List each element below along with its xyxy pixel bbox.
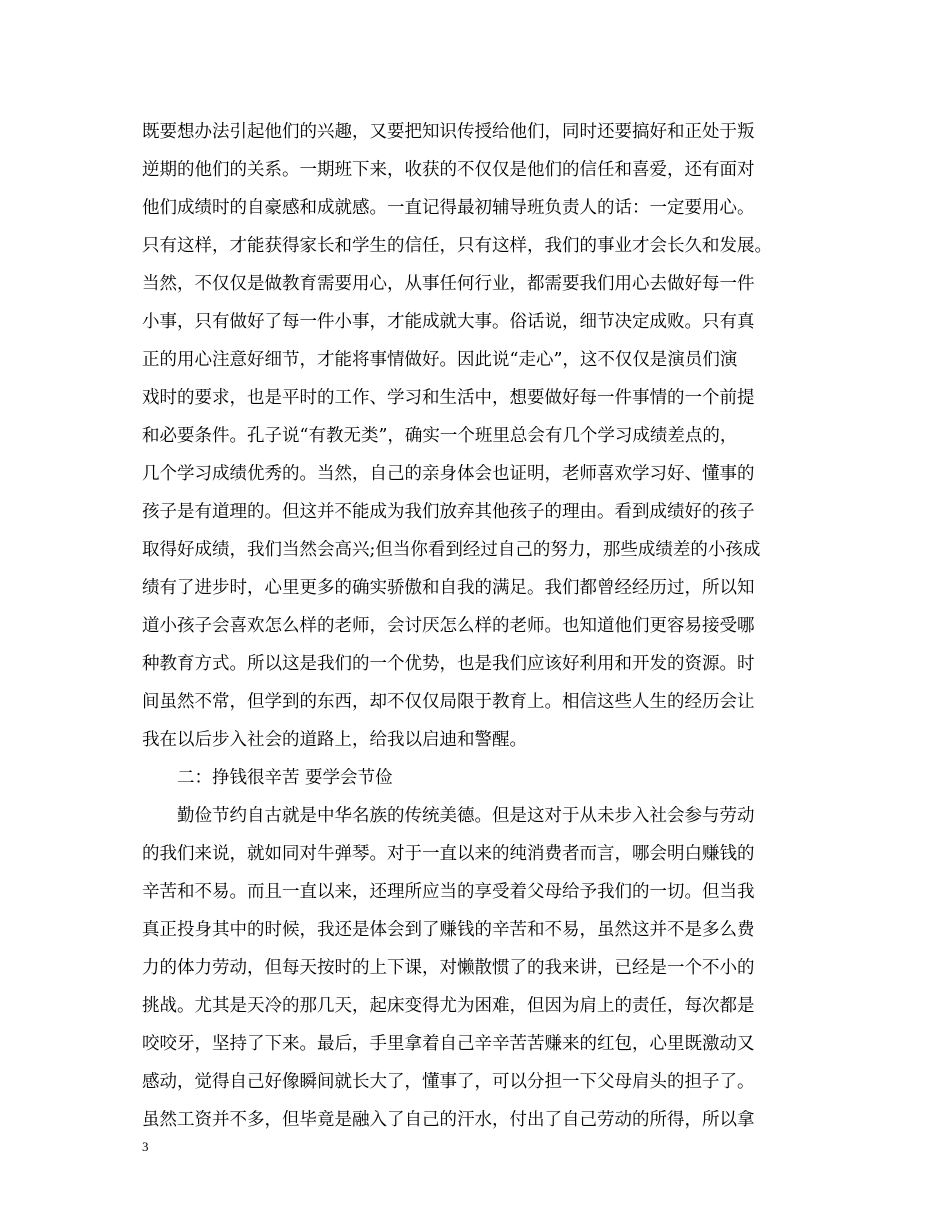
text-line: 挑战。尤其是天冷的那几天，起床变得尤为困难，但因为肩上的责任，每次都是 — [142, 996, 755, 1016]
text-line: 孩子是有道理的。但这并不能成为我们放弃其他孩子的理由。看到成绩好的孩子 — [142, 502, 755, 522]
page-number: 3 — [142, 1139, 149, 1154]
text-line: 种教育方式。所以这是我们的一个优势，也是我们应该好利用和开发的资源。时 — [142, 654, 755, 674]
text-line: 逆期的他们的关系。一期班下来，收获的不仅仅是他们的信任和喜爱，还有面对 — [142, 160, 755, 180]
text-line: 道小孩子会喜欢怎么样的老师，会讨厌怎么样的老师。也知道他们更容易接受哪 — [142, 616, 755, 636]
text-line: 戏时的要求，也是平时的工作、学习和生活中，想要做好每一件事情的一个前提 — [142, 388, 755, 408]
text-line: 绩有了进步时，心里更多的确实骄傲和自我的满足。我们都曾经经历过，所以知 — [142, 578, 755, 598]
text-line: 正的用心注意好细节，才能将事情做好。因此说“走心”，这不仅仅是演员们演 — [142, 350, 738, 370]
text-line: 取得好成绩，我们当然会高兴;但当你看到经过自己的努力，那些成绩差的小孩成 — [142, 540, 761, 560]
text-line: 几个学习成绩优秀的。当然，自己的亲身体会也证明，老师喜欢学习好、懂事的 — [142, 464, 755, 484]
text-line: 二：挣钱很辛苦 要学会节俭 — [177, 768, 393, 788]
text-line: 只有这样，才能获得家长和学生的信任，只有这样，我们的事业才会长久和发展。 — [142, 236, 772, 256]
text-line: 间虽然不常，但学到的东西，却不仅仅局限于教育上。相信这些人生的经历会让 — [142, 692, 755, 712]
text-line: 虽然工资并不多，但毕竟是融入了自己的汗水，付出了自己劳动的所得，所以拿 — [142, 1110, 755, 1130]
text-line: 他们成绩时的自豪感和成就感。一直记得最初辅导班负责人的话：一定要用心。 — [142, 198, 755, 218]
text-line: 感动，觉得自己好像瞬间就长大了，懂事了，可以分担一下父母肩头的担子了。 — [142, 1072, 755, 1092]
text-line: 和必要条件。孔子说“有教无类”，确实一个班里总会有几个学习成绩差点的， — [142, 426, 738, 446]
text-line: 真正投身其中的时候，我还是体会到了赚钱的辛苦和不易，虽然这并不是多么费 — [142, 920, 755, 940]
text-line: 力的体力劳动，但每天按时的上下课，对懒散惯了的我来讲，已经是一个不小的 — [142, 958, 755, 978]
text-line: 的我们来说，就如同对牛弹琴。对于一直以来的纯消费者而言，哪会明白赚钱的 — [142, 844, 755, 864]
text-line: 既要想办法引起他们的兴趣，又要把知识传授给他们，同时还要搞好和正处于叛 — [142, 122, 755, 142]
text-line: 小事，只有做好了每一件小事，才能成就大事。俗话说，细节决定成败。只有真 — [142, 312, 755, 332]
text-line: 当然，不仅仅是做教育需要用心，从事任何行业，都需要我们用心去做好每一件 — [142, 274, 755, 294]
body-text — [142, 113, 822, 1139]
text-line: 咬咬牙，坚持了下来。最后，手里拿着自己辛辛苦苦赚来的红包，心里既激动又 — [142, 1034, 755, 1054]
text-line: 辛苦和不易。而且一直以来，还理所应当的享受着父母给予我们的一切。但当我 — [142, 882, 755, 902]
text-line: 勤俭节约自古就是中华名族的传统美德。但是这对于从未步入社会参与劳动 — [177, 806, 755, 826]
text-line: 我在以后步入社会的道路上，给我以启迪和警醒。 — [142, 730, 527, 750]
